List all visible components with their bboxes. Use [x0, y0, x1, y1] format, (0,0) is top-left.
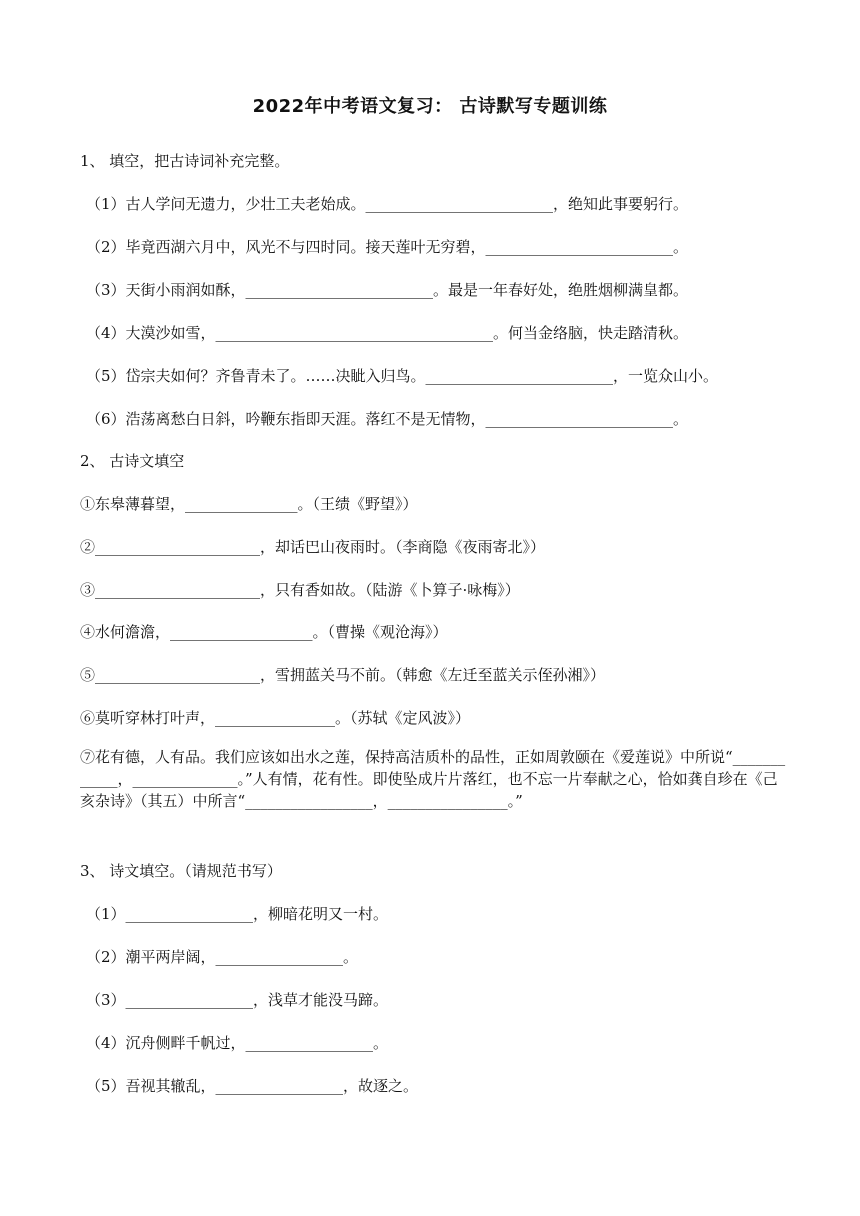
question-1-1: （1）古人学问无遗力，少壮工夫老始成。_________________________，绝知此事要躬行。 [86, 195, 689, 213]
question-3-2: （2）潮平两岸阔，_________________。 [86, 948, 359, 966]
question-3-1: （1）_________________，柳暗花明又一村。 [86, 905, 389, 923]
section-3-heading: 3、 诗文填空。（请规范书写） [80, 862, 282, 880]
question-3-4: （4）沉舟侧畔千帆过，_________________。 [86, 1034, 389, 1052]
question-3-3: （3）_________________，浅草才能没马蹄。 [86, 991, 389, 1009]
section-2-heading: 2、 古诗文填空 [80, 452, 185, 470]
question-3-5: （5）吾视其辙乱，_________________，故逐之。 [86, 1077, 419, 1095]
question-2-1: ①东皋薄暮望，_______________。（王绩《野望》） [80, 495, 418, 513]
question-2-5: ⑤______________________，雪拥蓝关马不前。（韩愈《左迁至蓝关示侄孙湘》） [80, 666, 606, 684]
question-2-6: ⑥莫听穿林打叶声，________________。（苏轼《定风波》） [80, 709, 471, 727]
question-1-4: （4）大漠沙如雪，_____________________________________。何当金络脑，快走踏清秋。 [86, 324, 689, 342]
question-2-4: ④水何澹澹，___________________。（曹操《观沧海》） [80, 623, 448, 641]
question-1-2: （2）毕竟西湖六月中，风光不与四时同。接天莲叶无穷碧，_________________________。 [86, 238, 689, 256]
question-2-7-paragraph: ⑦花有德，人有品。我们应该如出水之莲，保持高洁质朴的品性，正如周敦颐在《爱莲说》中所说“____________，______________。”人有情，花有性。即使坠成片片落红，也不忘一片奉献之心，恰如龚自珍在《己亥杂诗》（其五）中所言“_________________，________________。” [80, 748, 786, 810]
question-2-2: ②______________________，却话巴山夜雨时。（李商隐《夜雨寄北》） [80, 538, 546, 556]
section-1-heading: 1、 填空，把古诗词补充完整。 [80, 152, 290, 170]
question-1-3: （3）天街小雨润如酥，_________________________。最是一年春好处，绝胜烟柳满皇都。 [86, 281, 689, 299]
question-2-3: ③______________________，只有香如故。（陆游《卜算子·咏梅》） [80, 581, 520, 599]
question-1-5: （5）岱宗夫如何？齐鲁青未了。……决眦入归鸟。_________________________，一览众山小。 [86, 367, 719, 385]
question-1-6: （6）浩荡离愁白日斜，吟鞭东指即天涯。落红不是无情物，_________________________。 [86, 410, 689, 428]
document-title: 2022年中考语文复习： 古诗默写专题训练 [252, 96, 608, 117]
